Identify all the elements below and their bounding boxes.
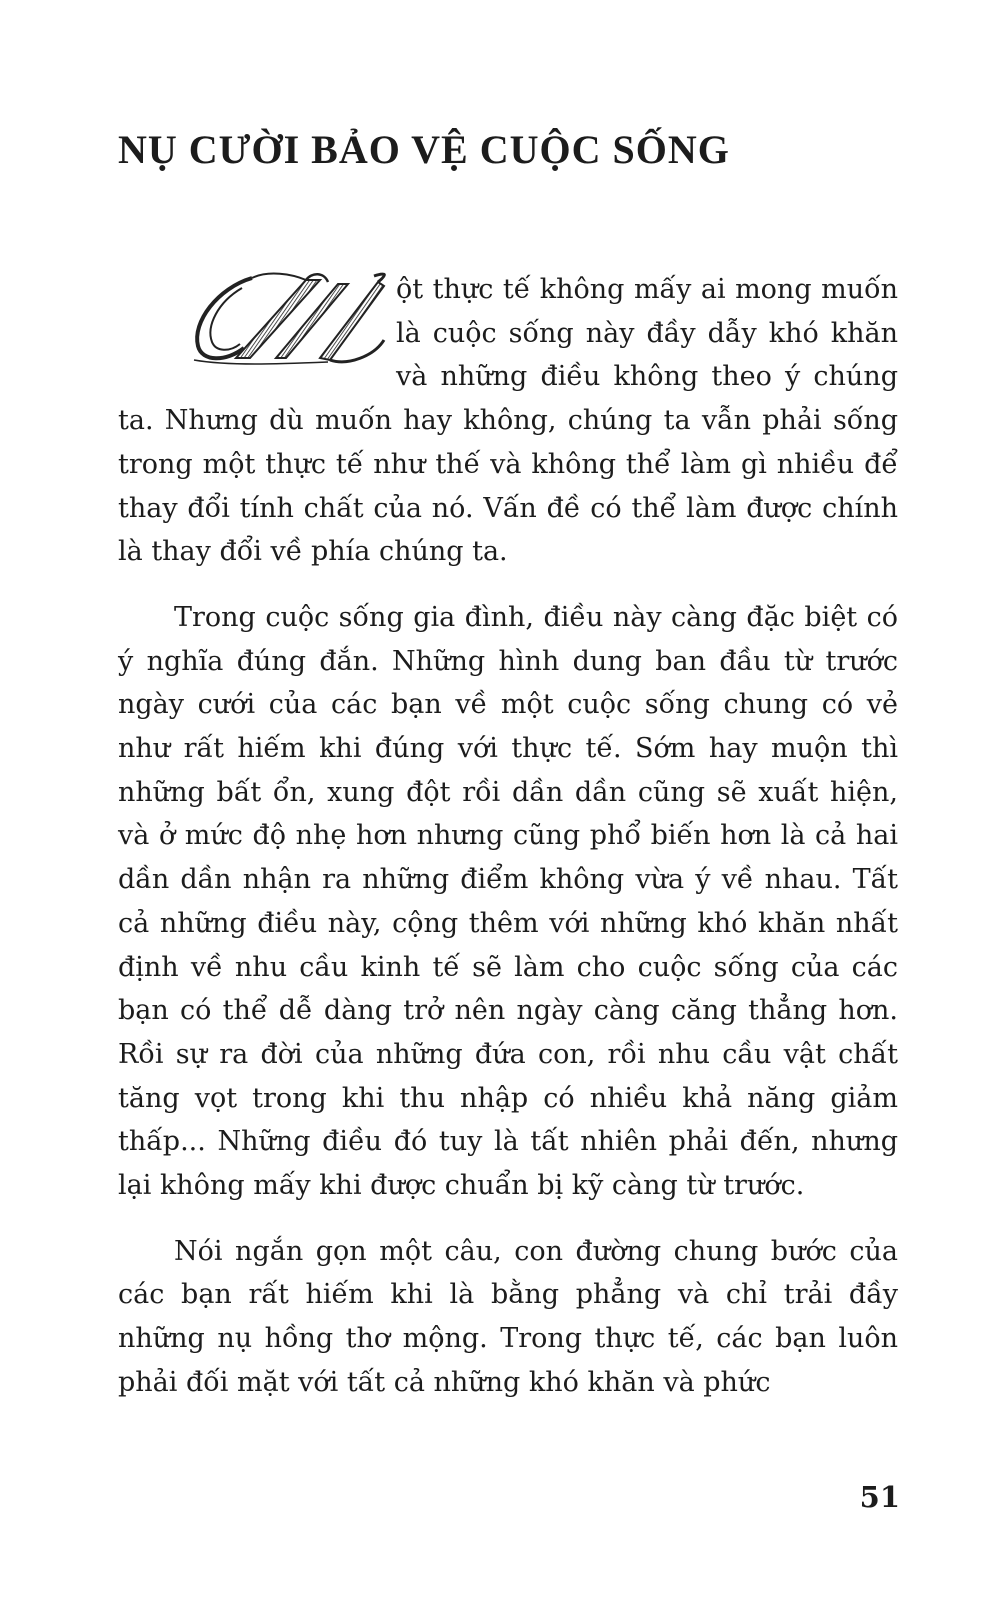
dropcap-letter-m bbox=[188, 270, 388, 366]
paragraph-1 bbox=[118, 268, 898, 574]
paragraph-2: Trong cuộc sống gia đình, điều này càng đặc biệt có ý nghĩa đúng đắn. Những hình dung ban đầu từ trước ngày cưới của các bạn về một cuộc sống chung có vẻ như rất hiếm khi đúng với thực tế. Sớm hay muộn thì những bất ổn, xung đột rồi dần dần cũng sẽ xuất hiện, và ở mức độ nhẹ hơn nhưng cũng phổ biến hơn là cả hai dần dần nhận ra những điểm không vừa ý về nhau. Tất cả những điều này, cộng thêm với những khó khăn nhất định về nhu cầu kinh tế sẽ làm cho cuộc sống của các bạn có thể dễ dàng trở nên ngày càng căng thẳng hơn. Rồi sự ra đời của những đứa con, rồi nhu cầu vật chất tăng vọt trong khi thu nhập có nhiều khả năng giảm thấp... Những điều đó tuy là tất nhiên phải đến, nhưng lại không mấy khi được chuẩn bị kỹ càng từ trước. bbox=[118, 601, 898, 1202]
page-number: 51 bbox=[859, 1480, 900, 1514]
chapter-title: NỤ CƯỜI BẢO VỆ CUỘC SỐNG bbox=[118, 127, 730, 172]
body-text bbox=[118, 268, 898, 1427]
paragraph-3: Nói ngắn gọn một câu, con đường chung bước của các bạn rất hiếm khi là bằng phẳng và chỉ trải đầy những nụ hồng thơ mộng. Trong thực tế, các bạn luôn phải đối mặt với tất cả những khó khăn và phức bbox=[118, 1235, 898, 1398]
paragraph-1-text: ột thực tế không mấy ai mong muốn là cuộc sống này đầy dẫy khó khăn và những điều không theo ý chúng ta. Nhưng dù muốn hay không, chúng ta vẫn phải sống trong một thực tế như thế và không thể làm gì nhiều để thay đổi tính chất của nó. Vấn đề có thể làm được chính là thay đổi về phía chúng ta. bbox=[118, 274, 898, 568]
